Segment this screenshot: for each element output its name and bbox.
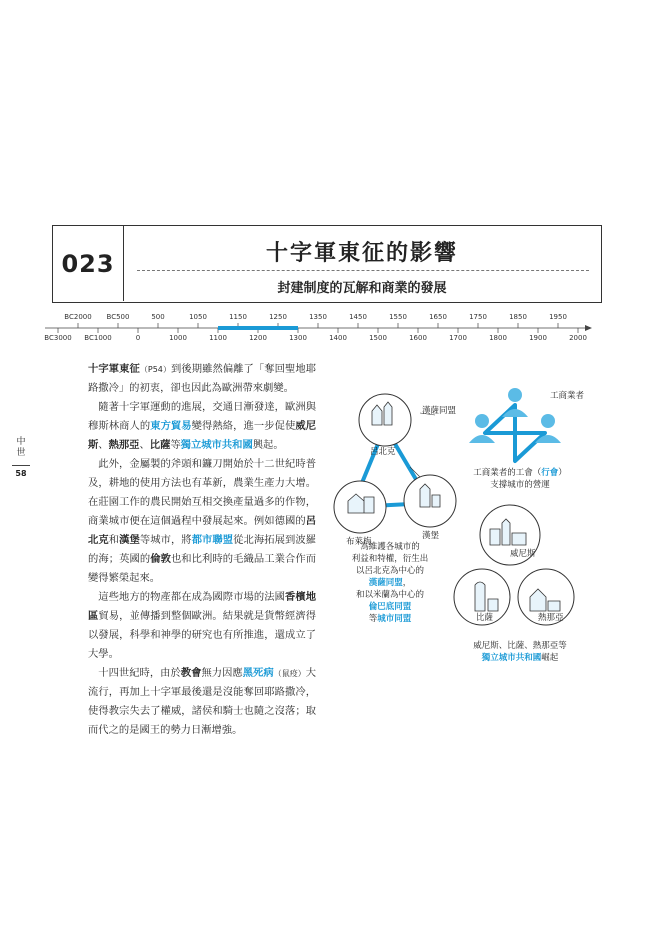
- paragraph: [88, 398, 316, 455]
- timeline-lower-label: 1400: [329, 334, 347, 342]
- section-tab-char: 世: [16, 448, 26, 458]
- guild-caption: 工商業者的工會（行會） 支撐城市的營運: [473, 468, 567, 490]
- keyword-blue: 東方貿易: [150, 420, 192, 432]
- timeline-lower-label: 1200: [249, 334, 267, 342]
- chapter-header: [52, 225, 602, 303]
- timeline-lower-label: BC1000: [84, 334, 112, 342]
- timeline-upper-label: BC500: [106, 313, 130, 321]
- text: 、: [139, 439, 150, 451]
- hansa-caption: 為維護各城市的 利益和特權，衍生出 以呂北克為中心的 漢薩同盟， 和以米蘭為中心的 倫巴底同盟 等城市同盟: [351, 542, 429, 624]
- hansa-label: 漢薩同盟: [422, 406, 457, 416]
- text: 等城市，將: [139, 534, 192, 546]
- text: 貿易，並傳播到整個歐洲。結果就是貨幣經濟得以發展，科學和神學的研究也有所推進，還成立了大學。: [88, 610, 317, 660]
- italian-cities: [454, 505, 574, 625]
- timeline-lower-label: 1900: [529, 334, 547, 342]
- timeline-upper-label: 1250: [269, 313, 287, 321]
- text: 、: [98, 439, 109, 451]
- timeline-upper-label: 1850: [509, 313, 527, 321]
- note: （鼠疫）: [273, 669, 306, 678]
- page-ref: （P54）: [139, 365, 172, 374]
- keyword: 呂北克: [88, 515, 316, 546]
- chapter-title: 十字軍東征的影響: [265, 241, 458, 266]
- lubeck-label: 呂北克: [370, 447, 396, 457]
- timeline-lower-label: BC3000: [44, 334, 72, 342]
- keyword: 十字軍東征: [88, 363, 140, 375]
- timeline-lower-label: 1300: [289, 334, 307, 342]
- chapter-subtitle: 封建制度的瓦解和商業的發展: [277, 281, 447, 296]
- timeline-lower-label: 1800: [489, 334, 507, 342]
- genoa-label: 熱那亞: [538, 613, 564, 623]
- keyword: 漢堡: [119, 534, 140, 546]
- timeline-highlight: [218, 326, 298, 330]
- timeline-upper-label: 1550: [389, 313, 407, 321]
- keyword-blue: 獨立城市共和國: [180, 439, 253, 451]
- text: 隨著十字軍運動的進展，交通日漸發達，歐洲與穆斯林商人的: [88, 401, 316, 432]
- timeline-upper-label: 1350: [309, 313, 327, 321]
- text: 大流行，再加上十字軍最後還是沒能奪回耶路撒冷，使得教宗失去了權威，諸侯和騎士也隨之沒落；取而代之的是國王的勢力日漸增強。: [88, 667, 317, 736]
- section-tab-rule: [12, 465, 30, 466]
- paragraph: [88, 455, 316, 588]
- text: 興起。: [252, 439, 284, 451]
- timeline-upper-label: 1150: [229, 313, 247, 321]
- timeline-lower-label: 1700: [449, 334, 467, 342]
- timeline-lower-label: 1500: [369, 334, 387, 342]
- text: 和: [108, 534, 120, 546]
- timeline-upper-label: 1750: [469, 313, 487, 321]
- paragraph: [88, 588, 316, 664]
- text: 此外，金屬製的斧頭和鐮刀開始於十二世紀時普及，耕地的使用方法也有革新，農業生產力大增。在莊園工作的農民開始互相交換產量過多的作物，商業城市便在這個過程中發展起來。例如德國的: [88, 458, 316, 527]
- keyword: 熱那亞: [108, 439, 140, 451]
- bremen-label: 布萊梅: [346, 537, 372, 547]
- text: 也和比利時的毛織品工業合作而變得繁榮起來。: [88, 553, 317, 584]
- illustration-graphics: [330, 375, 600, 675]
- timeline-lower-label: 1000: [169, 334, 187, 342]
- chapter-number: 023: [53, 226, 124, 301]
- keyword: 比薩: [149, 439, 171, 451]
- hamburg-label: 漢堡: [422, 531, 440, 541]
- section-tab: [13, 437, 29, 459]
- timeline-upper-label: 500: [151, 313, 165, 321]
- text: 變得熱絡，進一步促使: [191, 420, 296, 432]
- timeline-upper-label: 1650: [429, 313, 447, 321]
- timeline-lower-label: 0: [135, 334, 141, 342]
- guild-triangle: [469, 388, 561, 461]
- page-number: 58: [15, 469, 27, 478]
- timeline-upper-label: 1050: [189, 313, 207, 321]
- venice-label: 威尼斯: [510, 549, 536, 559]
- keyword-blue: 黑死病: [242, 667, 274, 679]
- timeline-arrow-icon: [585, 325, 592, 331]
- timeline-upper-label: BC2000: [64, 313, 92, 321]
- text: 到後期雖然偏離了「奪回聖地耶路撒冷」的初衷，卻也因此為歐洲帶來劇變。: [88, 363, 317, 394]
- illustration: [330, 375, 600, 675]
- title-divider: [137, 270, 589, 271]
- paragraph: [88, 360, 316, 398]
- paragraph: [88, 664, 316, 740]
- keyword: 威尼斯: [88, 420, 317, 451]
- text: 從北海拓展到波羅的海；英國的: [88, 534, 317, 565]
- timeline: [40, 312, 600, 352]
- timeline-lower-label: 2000: [569, 334, 587, 342]
- text: 等: [170, 439, 181, 451]
- text: 這些地方的物產都在成為國際市場的法國: [98, 591, 285, 603]
- text: 無力因應: [201, 667, 243, 679]
- keyword: 教會: [180, 667, 202, 679]
- timeline-upper-label: 1950: [549, 313, 567, 321]
- merchants-label: 工商業者: [550, 391, 585, 401]
- keyword: 倫敦: [150, 553, 171, 565]
- republics-caption: 威尼斯、比薩、熱那亞等 獨立城市共和國崛起: [473, 641, 567, 663]
- section-tab-char: 中: [16, 437, 26, 447]
- body-text: [88, 360, 316, 740]
- text: 十四世紀時，由於: [98, 667, 181, 679]
- timeline-upper-label: 1450: [349, 313, 367, 321]
- timeline-lower-label: 1100: [209, 334, 227, 342]
- keyword: 香檳地區: [88, 591, 317, 622]
- keyword-blue: 都市聯盟: [191, 534, 234, 546]
- timeline-lower-label: 1600: [409, 334, 427, 342]
- pisa-label: 比薩: [476, 613, 494, 623]
